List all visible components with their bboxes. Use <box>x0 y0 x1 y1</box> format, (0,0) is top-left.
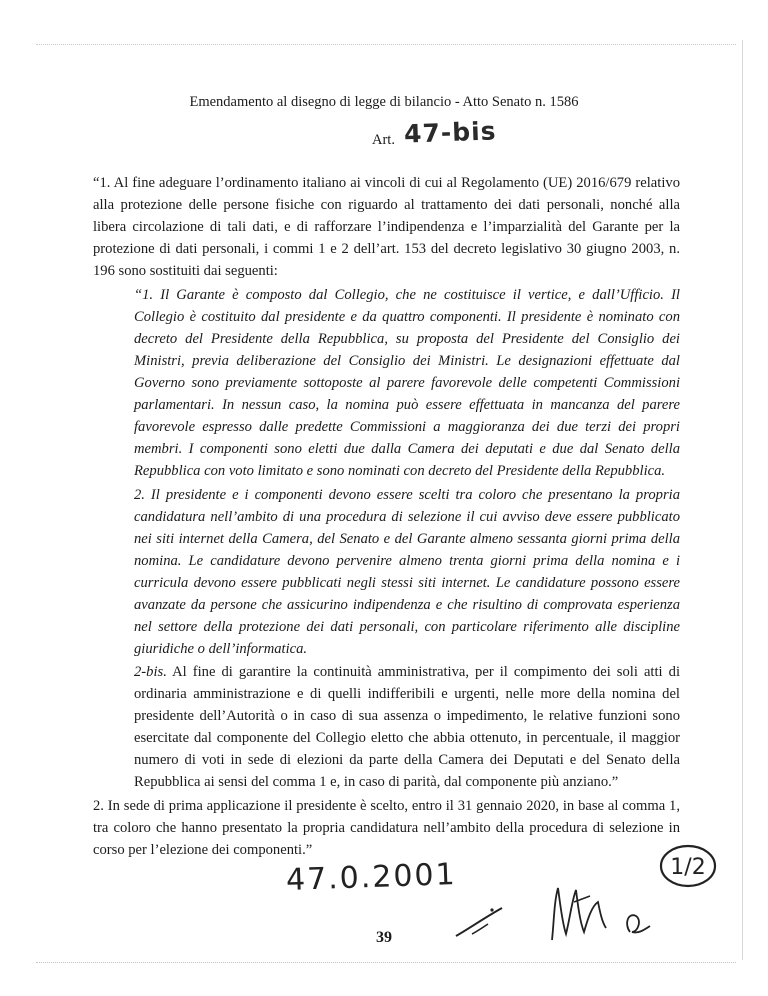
handwritten-code: 47.0.2001 <box>285 857 458 898</box>
paragraph-2: 2. In sede di prima applicazione il presidente è scelto, entro il 31 gennaio 2020, in base al comma 1, tra coloro che hanno presentato la propria candidatura nell’ambito della procedura di selezione in corso per l’elezione dei componenti.” <box>93 798 680 858</box>
page-right-edge <box>742 40 743 960</box>
quoted-comma-1: “1. Il Garante è composto dal Collegio, che ne costituisce il vertice, e dall’Ufficio. Il Collegio è costituito dal presidente e da quattro componenti. Il presidente è nominato con decreto del Presidente della Repubblica, su proposta del Presidente del Consiglio dei Ministri, previa deliberazione del Consiglio dei Ministri. Le designazioni effettuate dal Governo sono previamente sottoposte al parere favorevole delle competenti Commissioni parlamentari. In nessun caso, la nomina può essere effettuata in mancanza del parere favorevole espresso dalle predette Commissioni a maggioranza dei due terzi dei propri membri. I componenti sono eletti due dalla Camera dei deputati e due dal Senato della Repubblica con voto limitato e sono nominati con decreto del Presidente della Repubblica. <box>134 287 680 479</box>
document-title: Emendamento al disegno di legge di bilancio - Atto Senato n. 1586 <box>189 94 579 110</box>
paragraph-1: “1. Al fine adeguare l’ordinamento italiano ai vincoli di cui al Regolamento (UE) 2016/679 relativo alla protezione delle persone fisiche con riguardo al trattamento dei dati personali, nonché alla libera circolazione di tali dati, e di rafforzare l’indipendenza e l’imparzialità del Garante per la protezione di dati personali, i commi 1 e 2 dell’art. 153 del decreto legislativo 30 giugno 2003, n. 196 sono sostituiti dai seguenti: <box>93 175 680 279</box>
page-top-edge <box>36 44 736 45</box>
comma-2-bis-label: 2-bis. <box>134 664 167 680</box>
article-number-handwritten: 47-bis <box>403 116 497 149</box>
handwritten-fraction: 1/2 <box>670 855 706 880</box>
quoted-comma-2: 2. Il presidente e i componenti devono essere scelti tra coloro che presentano la propria candidatura nell’ambito di una procedura di selezione il cui avviso deve essere pubblicato nei siti internet della Camera, del Senato e del Garante almeno sessanta giorni prima della nomina. Le candidature devono pervenire almeno trenta giorni prima della nomina e i curricula devono essere pubblicati negli stessi siti internet. Le candidature possono essere avanzate da persone che assicurino indipendenza e che risultino di comprovata esperienza nel settore della protezione dei dati personali, con particolare riferimento alle discipline giuridiche o dell’informatica. <box>134 487 680 657</box>
handwritten-signature <box>546 882 656 946</box>
quoted-comma-2-bis <box>134 661 680 793</box>
initials-mark <box>452 902 506 942</box>
article-label: Art. <box>372 132 395 148</box>
page-number: 39 <box>376 929 392 946</box>
handwritten-fraction-circle <box>658 843 718 889</box>
page-bottom-edge <box>36 962 736 963</box>
comma-2-bis-text: Al fine di garantire la continuità amministrativa, per il compimento dei soli atti di ordinaria amministrazione e di quelli indifferibili e urgenti, nelle more della nomina del presidente dell’Autorità o in caso di sua assenza o impedimento, le relative funzioni sono esercitate dal componente del Collegio eletto che abbia ottenuto, in percentuale, il maggior numero di voti in sede di elezioni da parte della Camera dei Deputati e del Senato della Repubblica ai sensi del comma 1 e, in caso di parità, dal componente più anziano.” <box>134 664 680 790</box>
